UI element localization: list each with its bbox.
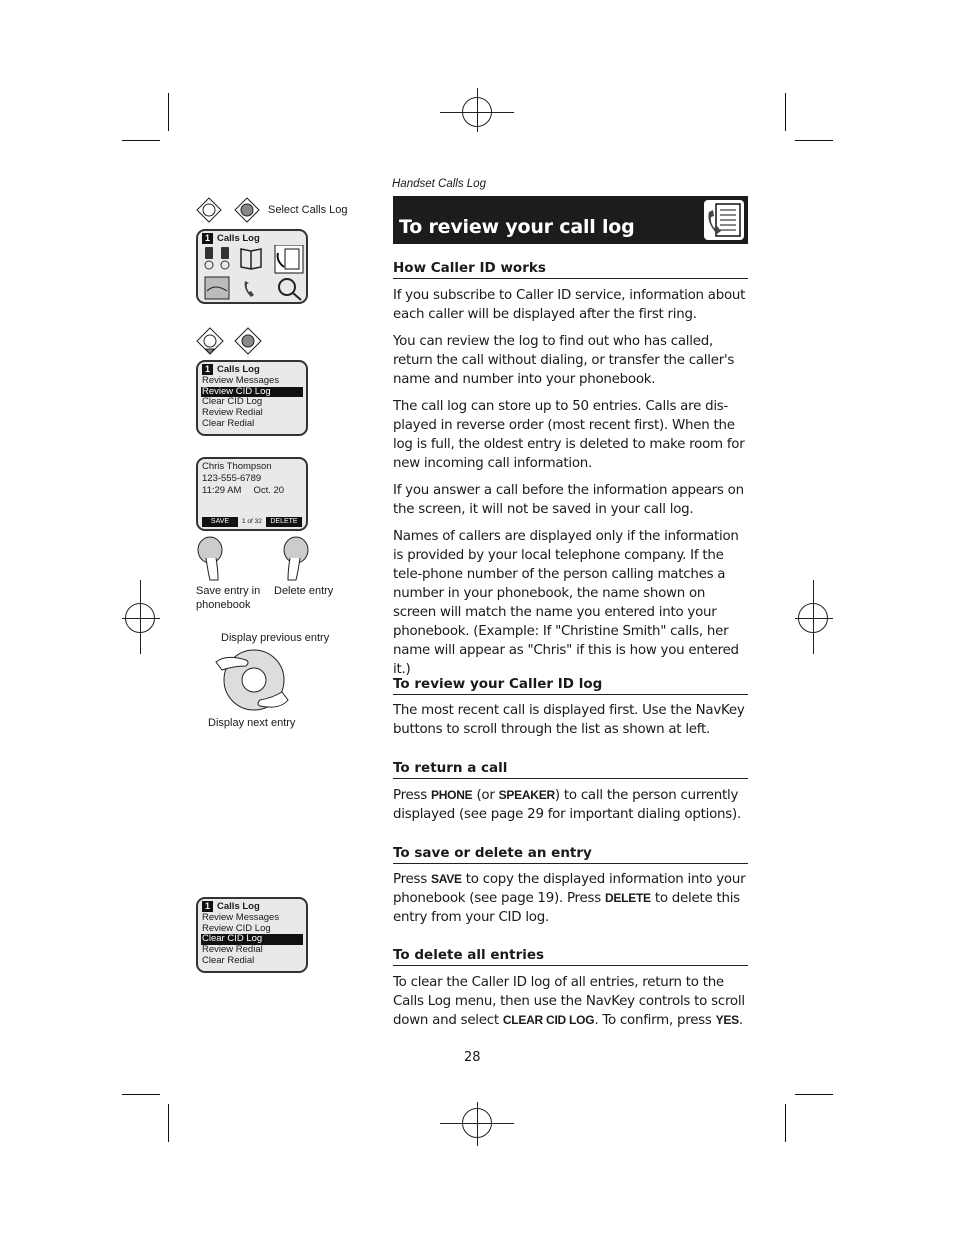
lcd-calls-log-icons	[196, 229, 308, 304]
paragraph: Names of callers are displayed only if the information is provided by your local telephone company. If the tele-phone number of the person calling matches a number in your phonebook, the name shown on screen will match the name you entered into your phonebook. (Example: If "Christine Smith" calls, her name will appear as "Chris" if this is how you entered it.)	[393, 529, 739, 677]
call-time: 11:29 AM	[202, 485, 242, 496]
call-date: Oct. 20	[253, 485, 285, 496]
lcd-caller-entry	[196, 457, 308, 531]
press-save-hand-icon	[196, 536, 228, 588]
lcd-title: Calls Log	[217, 901, 260, 912]
calls-log-icon	[704, 200, 744, 240]
crop-mark	[122, 1094, 160, 1095]
paragraph: If you answer a call before the information appears on the screen, it will not be saved in your call log.	[393, 483, 744, 517]
phone-key-label: PHONE	[431, 788, 473, 802]
display-previous-caption: Display previous entry	[221, 632, 330, 644]
return-text: Press PHONE (or SPEAKER) to call the person currently displayed (see page 29 for important dialing options).	[393, 788, 741, 822]
press-delete-hand-icon	[278, 536, 310, 588]
save-softkey[interactable]: SAVE	[202, 517, 238, 527]
menu-item: Review Messages	[202, 911, 280, 923]
save-delete-text: Press SAVE to copy the displayed information into your phonebook (see page 19). Press DELETE to delete this entry from your CID log.	[393, 872, 746, 925]
search-settings-icon	[279, 279, 301, 300]
page-title: To review your call log	[399, 216, 635, 238]
lcd-title: Calls Log	[217, 233, 260, 244]
caller-name: Chris Thompson	[202, 461, 272, 472]
crop-mark	[795, 140, 833, 141]
caller-number: 123-555-6789	[202, 473, 262, 484]
menu-item-selected: Review CID Log	[201, 387, 303, 398]
display-next-caption: Display next entry	[208, 717, 296, 729]
menu-item: Clear CID Log	[202, 396, 263, 408]
navkey-icon	[197, 198, 221, 222]
heading-review-caller-id-log: To review your Caller ID log	[393, 676, 748, 695]
ringer-phone-icon	[245, 281, 254, 297]
speaker-key-label: SPEAKER	[498, 788, 555, 802]
heading-save-delete-entry: To save or delete an entry	[393, 845, 748, 864]
delete-entry-caption: Delete entry	[274, 585, 334, 597]
navkey-scroll-hands-icon	[212, 648, 292, 720]
menu-item: Clear Redial	[202, 417, 255, 429]
menu-item: Clear Redial	[202, 954, 255, 966]
yes-key-label: YES	[715, 1013, 739, 1027]
display-settings-icon	[205, 277, 229, 299]
how-caller-id-text	[393, 286, 751, 679]
crop-mark	[122, 140, 160, 141]
menu-item-selected: Clear CID Log	[201, 934, 303, 945]
lcd-calls-log-menu-clear	[196, 897, 308, 973]
heading-how-caller-id-works: How Caller ID works	[393, 260, 748, 279]
navkey-center-pressed-icon	[235, 328, 261, 354]
delete-all-text: To clear the Caller ID log of all entries, return to the Calls Log menu, then use the NavKey controls to scroll down and select CLEAR CID LOG. To confirm, press YES.	[393, 975, 745, 1028]
page-number: 28	[464, 1050, 481, 1065]
crop-mark	[168, 93, 169, 131]
paragraph: The most recent call is displayed first. Use the NavKey buttons to scroll through the list as shown at left.	[393, 703, 745, 737]
menu-number-badge: 1	[202, 364, 213, 375]
section-label: Handset Calls Log	[392, 178, 486, 190]
crop-mark	[168, 1104, 169, 1142]
menu-item: Review CID Log	[202, 922, 271, 934]
menu-item: Review Messages	[202, 374, 280, 386]
crop-mark	[795, 1094, 833, 1095]
menu-number-badge: 1	[202, 233, 213, 244]
navkey-down-icon	[197, 328, 223, 354]
save-entry-caption: Save entry in phonebook	[196, 585, 261, 611]
heading-return-call: To return a call	[393, 760, 748, 779]
lcd-calls-log-menu-review	[196, 360, 308, 436]
phonebook-icon	[241, 249, 261, 269]
clear-cid-log-label: CLEAR CID LOG	[502, 1013, 595, 1027]
intercom-handsets-icon	[205, 247, 229, 269]
review-text	[393, 701, 751, 739]
lcd-title: Calls Log	[217, 364, 260, 375]
entry-counter: 1 of 32	[242, 518, 262, 525]
delete-key-label: DELETE	[604, 891, 651, 905]
crop-mark	[785, 1104, 786, 1142]
paragraph: You can review the log to find out who has called, return the call without dialing, or transfer the caller's name and number into your phonebook.	[393, 334, 735, 387]
crop-mark	[785, 93, 786, 131]
menu-item: Review Redial	[202, 944, 263, 956]
paragraph: The call log can store up to 50 entries. Calls are dis-played in reverse order (most recent first). When the log is full, the oldest entry is deleted to make room for new incoming call information.	[393, 399, 745, 471]
navkey-center-pressed-icon	[235, 198, 259, 222]
navkey-scroll-icons	[196, 327, 266, 359]
menu-item: Review Redial	[202, 407, 263, 419]
select-calls-log-caption: Select Calls Log	[268, 204, 348, 216]
title-bar	[393, 196, 748, 244]
save-key-label: SAVE	[431, 872, 462, 886]
delete-softkey[interactable]: DELETE	[266, 517, 302, 527]
heading-delete-all-entries: To delete all entries	[393, 947, 748, 966]
menu-number-badge: 1	[202, 901, 213, 912]
paragraph: If you subscribe to Caller ID service, information about each caller will be displayed after the first ring.	[393, 288, 746, 322]
calls-log-selected-icon	[275, 245, 303, 273]
navkey-select-icons	[196, 197, 266, 227]
